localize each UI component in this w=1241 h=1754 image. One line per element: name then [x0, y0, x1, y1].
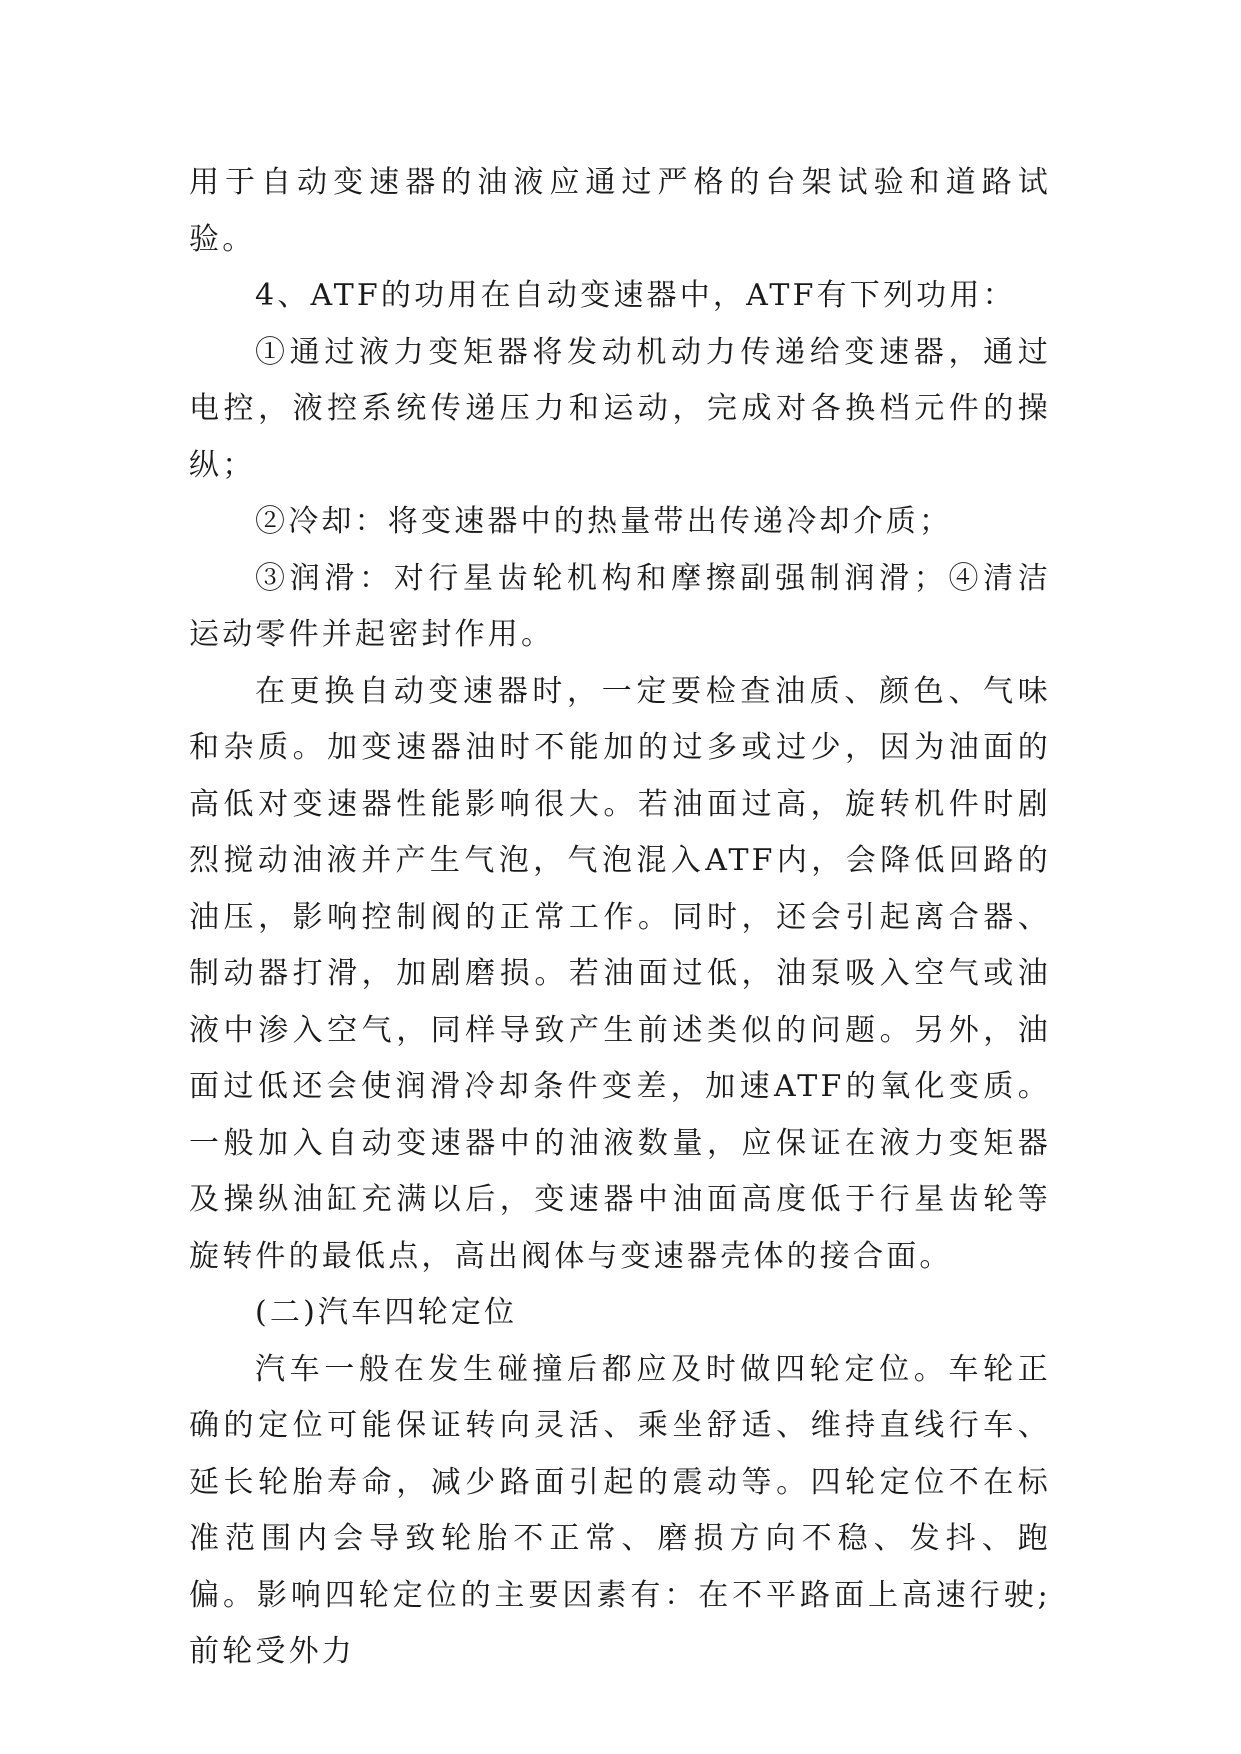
paragraph-wheel-alignment: 汽车一般在发生碰撞后都应及时做四轮定位。车轮正确的定位可能保证转向灵活、乘坐舒适、维持直线行车、延长轮胎寿命，减少路面引起的震动等。四轮定位不在标准范围内会导致轮胎不正常、磨损方向不稳、发抖、跑偏。影响四轮定位的主要因素有：在不平路面上高速行驶;前轮受外力 [189, 1351, 1051, 1669]
document-body [189, 155, 1051, 1681]
paragraph-intro-end: 用于自动变速器的油液应通过严格的台架试验和道路试验。 [189, 165, 1051, 257]
section-heading-wheel-alignment: (二)汽车四轮定位 [255, 1295, 518, 1330]
paragraph-function-3-4: ③润滑：对行星齿轮机构和摩擦副强制润滑；④清洁运动零件并起密封作用。 [189, 560, 1051, 652]
paragraph-function-2: ②冷却：将变速器中的热量带出传递冷却介质； [255, 504, 953, 539]
paragraph-atf-function-heading: 4、ATF的功用在自动变速器中，ATF有下列功用： [255, 278, 1016, 313]
paragraph-function-1: ①通过液力变矩器将发动机动力传递给变速器，通过电控，液控系统传递压力和运动，完成对各换档元件的操纵； [189, 334, 1051, 483]
paragraph-oil-check: 在更换自动变速器时，一定要检查油质、颜色、气味和杂质。加变速器油时不能加的过多或过少，因为油面的高低对变速器性能影响很大。若油面过高，旋转机件时剧烈搅动油液并产生气泡，气泡混入ATF内，会降低回路的油压，影响控制阀的正常工作。同时，还会引起离合器、制动器打滑，加剧磨损。若油面过低，油泵吸入空气或油液中渗入空气，同样导致产生前述类似的问题。另外，油面过低还会使润滑冷却条件变差，加速ATF的氧化变质。一般加入自动变速器中的油液数量，应保证在液力变矩器及操纵油缸充满以后，变速器中油面高度低于行星齿轮等旋转件的最低点，高出阀体与变速器壳体的接合面。 [189, 673, 1051, 1274]
